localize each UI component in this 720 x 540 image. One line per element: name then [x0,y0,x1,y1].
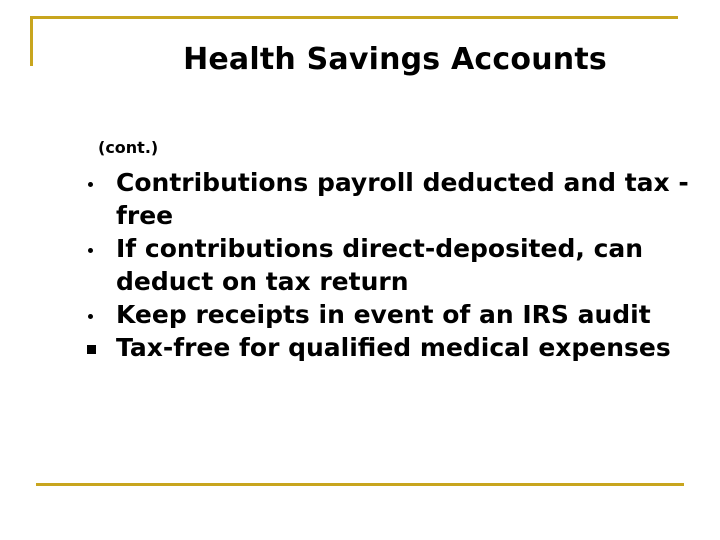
bullet-text: Tax-free for qualified medical expenses [116,333,671,362]
bullet-square-icon [86,331,116,364]
bullet-list [86,166,696,364]
bullet-text: Keep receipts in event of an IRS audit [116,300,651,329]
slide-title: Health Savings Accounts [183,42,607,77]
frame-top-rule [30,16,678,19]
bullet-item [86,298,696,331]
bullet-text: If contributions direct-deposited, can deduct on tax return [116,234,644,296]
slide-subtitle: (cont.) [98,138,159,157]
bullet-dot-icon [86,166,116,199]
frame-bottom-rule [36,483,684,486]
bullet-dot-icon [86,232,116,265]
bullet-text: Contributions payroll deducted and tax -free [116,168,689,230]
bullet-item [86,166,696,232]
bullet-dot-icon [86,298,116,331]
bullet-item [86,232,696,298]
bullet-item [86,331,696,364]
